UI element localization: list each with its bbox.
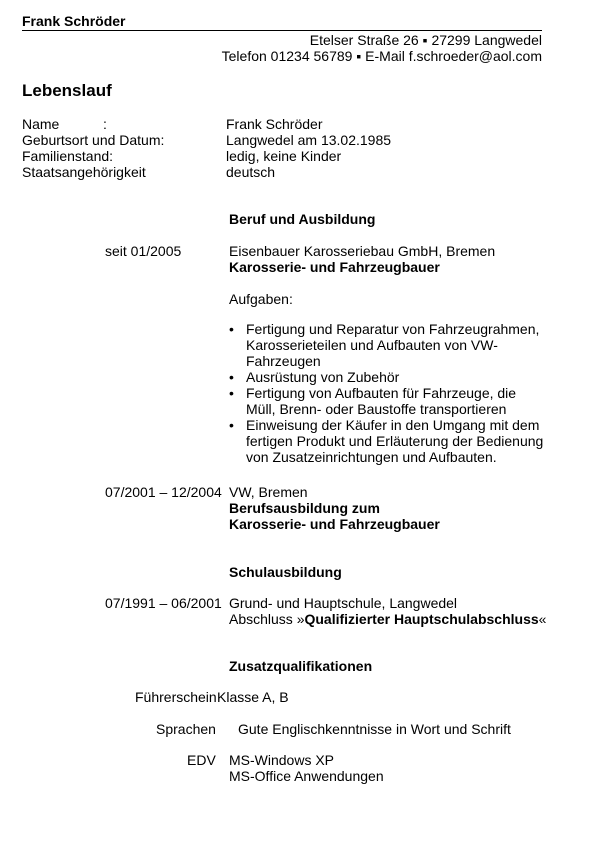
list-item [229,321,549,369]
task-line: Fertigung und Reparatur von Fahrzeugrahmen, [246,321,540,337]
task-line: fertigen Produkt und Erläuterung der Bedienung [246,433,544,449]
job1-task-list [229,321,549,465]
personal-value-name: Frank Schröder [226,116,323,132]
bullet-icon: • [229,385,234,401]
it-label: EDV [187,752,216,768]
personal-colon: : [103,116,107,132]
school-date: 07/1991 – 06/2001 [105,595,222,611]
list-item [229,417,549,465]
job2-position: Karosserie- und Fahrzeugbauer [229,516,440,532]
header-divider [22,30,542,31]
job2-company: VW, Bremen [229,484,308,500]
header-address: Etelser Straße 26 ▪ 27299 Langwedel [309,32,542,48]
personal-label-birth: Geburtsort und Datum: [22,132,165,148]
section-heading-career: Beruf und Ausbildung [229,211,376,227]
bullet-icon: • [229,417,234,433]
header-contact: Telefon 01234 56789 ▪ E-Mail f.schroeder@aol.com [221,48,542,64]
task-line: Ausrüstung von Zubehör [246,369,400,385]
license-label: Führerschein [135,689,217,705]
task-line: Fahrzeugen [246,353,321,369]
task-line: Karosserieteilen und Aufbauten von VW- [246,337,498,353]
school-degree [229,611,546,627]
header-name: Frank Schröder [22,13,126,29]
document-title: Lebenslauf [22,81,112,100]
task-line: von Zusatzeinrichtungen und Aufbauten. [246,449,497,465]
personal-value-marital: ledig, keine Kinder [226,148,342,164]
languages-label: Sprachen [156,721,216,737]
section-heading-extra: Zusatzqualifikationen [229,658,373,674]
personal-value-nationality: deutsch [226,164,276,180]
bullet-icon: • [229,321,234,337]
list-item [229,385,549,417]
languages-value: Gute Englischkenntnisse in Wort und Schrift [238,721,511,737]
job1-company: Eisenbauer Karosseriebau GmbH, Bremen [229,243,496,259]
it-value-windows: MS-Windows XP [229,752,335,768]
section-heading-school: Schulausbildung [229,564,342,580]
task-line: Einweisung der Käufer in den Umgang mit dem [246,417,540,433]
job1-tasks-label: Aufgaben: [229,291,293,307]
list-item [229,369,549,385]
task-line: Fertigung von Aufbauten für Fahrzeuge, die [246,385,517,401]
task-line: Müll, Brenn- oder Baustoffe transportieren [246,401,507,417]
bullet-icon: • [229,369,234,385]
personal-label-name: Name [22,116,60,132]
job1-date: seit 01/2005 [105,243,182,259]
job2-date: 07/2001 – 12/2004 [105,484,222,500]
degree-suffix: « [538,611,547,627]
school-name: Grund- und Hauptschule, Langwedel [229,595,458,611]
license-value: Klasse A, B [217,689,289,705]
personal-value-birth: Langwedel am 13.02.1985 [226,132,392,148]
personal-label-marital: Familienstand: [22,148,114,164]
degree-name: Qualifizierter Hauptschulabschluss [304,611,539,627]
degree-prefix: Abschluss » [229,611,305,627]
job2-training: Berufsausbildung zum [229,500,380,516]
personal-label-nationality: Staatsangehörigkeit [22,164,146,180]
job1-position: Karosserie- und Fahrzeugbauer [229,259,440,275]
it-value-office: MS-Office Anwendungen [229,768,384,784]
